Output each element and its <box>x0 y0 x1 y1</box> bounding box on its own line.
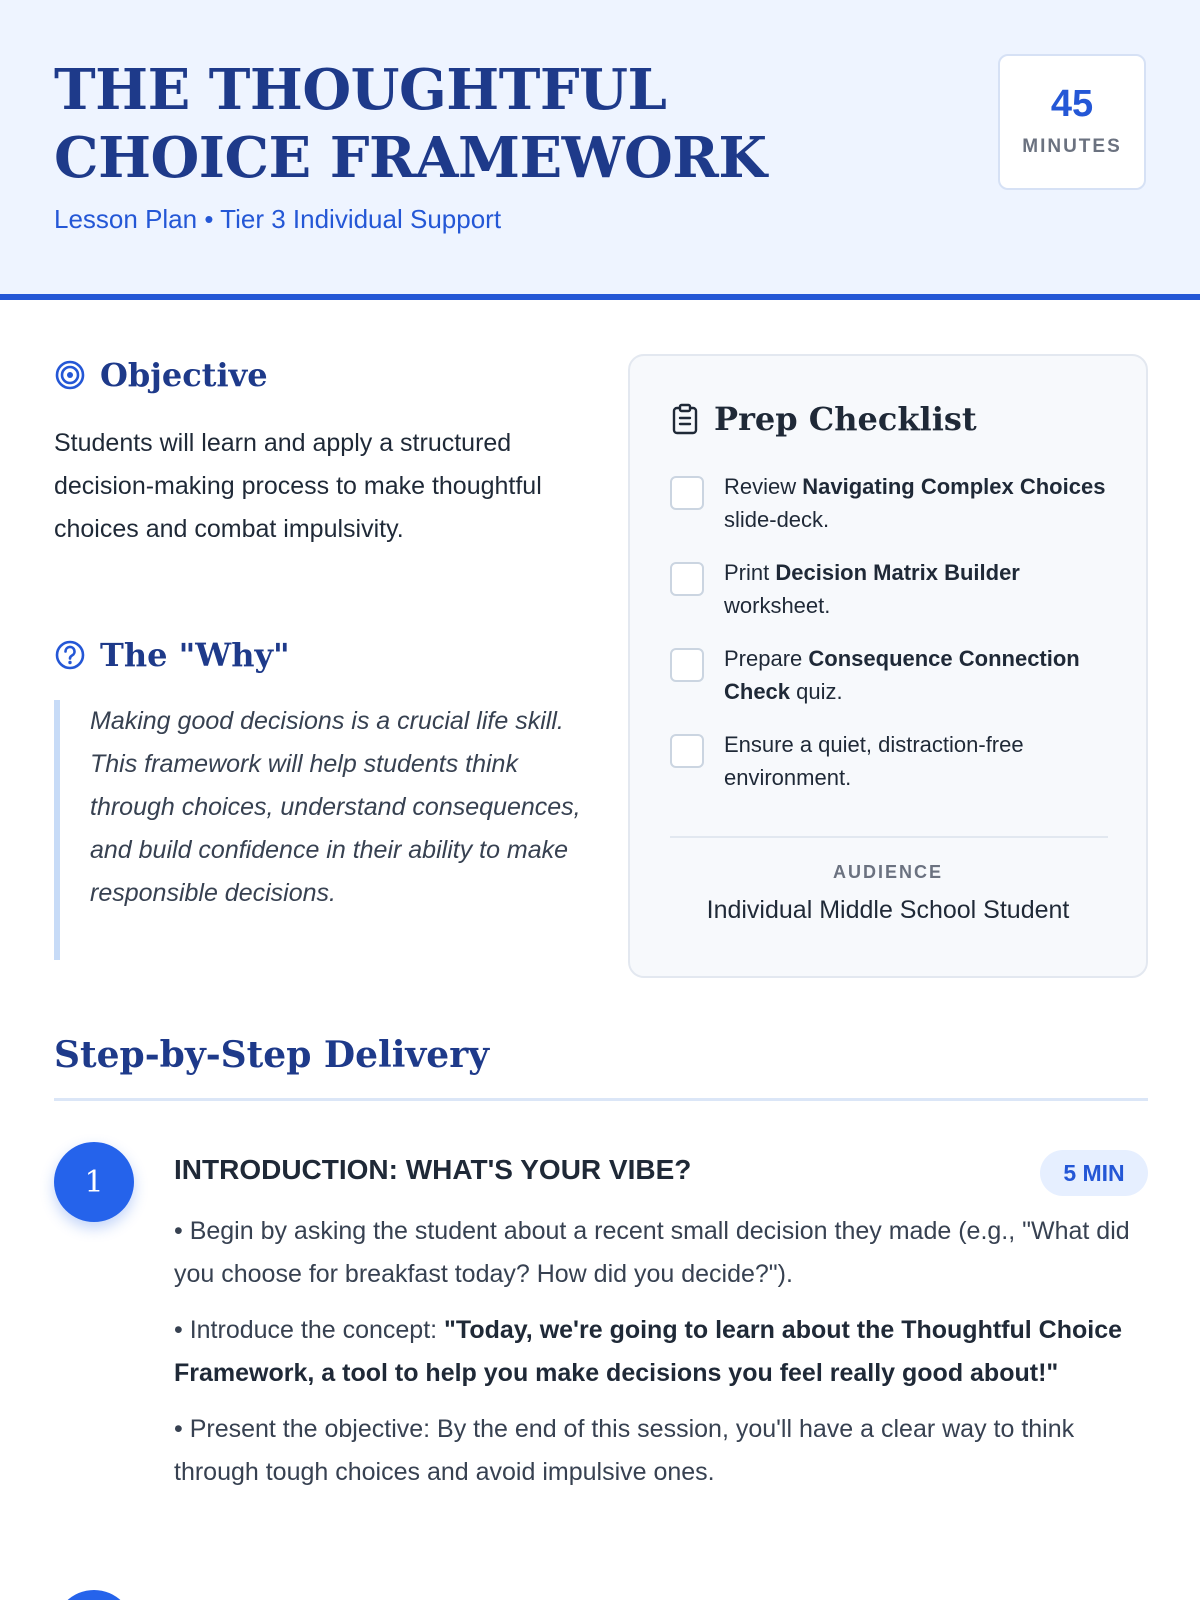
prep-heading-text: Prep Checklist <box>714 400 977 438</box>
audience-value: Individual Middle School Student <box>706 896 1070 924</box>
checkbox[interactable] <box>670 734 704 768</box>
step-body <box>174 1210 1144 1507</box>
step-duration-badge: 5 MIN <box>1040 1150 1148 1196</box>
duration-value: 45 <box>1050 83 1094 125</box>
page-title: THE THOUGHTFUL CHOICE FRAMEWORK <box>54 57 767 191</box>
lesson-header <box>0 0 1200 300</box>
prep-checklist <box>670 470 1110 814</box>
target-icon <box>54 359 86 391</box>
checklist-item <box>670 470 1110 536</box>
why-heading-text: The "Why" <box>100 636 290 674</box>
objective-heading-text: Objective <box>100 356 268 394</box>
why-heading <box>54 636 290 674</box>
checklist-item-text: Prepare Consequence Connection Check quiz. <box>724 646 1080 704</box>
checklist-item <box>670 728 1110 794</box>
checklist-item-text: Print Decision Matrix Builder worksheet. <box>724 560 1020 618</box>
why-quote: Making good decisions is a crucial life skill. This framework will help students think through choices, understand consequences, and build confidence in their ability to make responsible decisions. <box>54 700 594 960</box>
duration-box <box>998 54 1146 190</box>
audience-label: AUDIENCE <box>832 862 943 882</box>
step-bullet: • Introduce the concept: "Today, we're going to learn about the Thoughtful Choice Framework, a tool to help you make decisions you feel really good about!" <box>174 1316 1123 1387</box>
duration-unit: MINUTES <box>1022 136 1122 157</box>
question-circle-icon <box>54 639 86 671</box>
page-subtitle: Lesson Plan • Tier 3 Individual Support <box>54 204 502 234</box>
step-number-badge: 1 <box>54 1142 134 1222</box>
checklist-item <box>670 556 1110 622</box>
prep-checklist-panel <box>628 354 1148 978</box>
next-step-badge <box>54 1590 134 1600</box>
divider <box>54 1098 1148 1101</box>
step-bullet: • Begin by asking the student about a recent small decision they made (e.g., "What did you choose for breakfast today? How did you decide?"). <box>174 1217 1130 1288</box>
objective-heading <box>54 356 268 394</box>
checklist-item-text: Ensure a quiet, distraction-free environment. <box>724 732 1024 790</box>
checkbox[interactable] <box>670 648 704 682</box>
checklist-item <box>670 642 1110 708</box>
clipboard-icon <box>670 403 700 435</box>
checkbox[interactable] <box>670 476 704 510</box>
checkbox[interactable] <box>670 562 704 596</box>
prep-heading <box>670 400 977 438</box>
checklist-item-text: Review Navigating Complex Choices slide-deck. <box>724 474 1106 532</box>
step-title: INTRODUCTION: WHAT'S YOUR VIBE? <box>174 1154 692 1185</box>
divider <box>670 836 1108 838</box>
objective-text: Students will learn and apply a structured decision-making process to make thoughtful choices and combat impulsivity. <box>54 429 542 543</box>
delivery-heading: Step-by-Step Delivery <box>54 1034 490 1076</box>
step-bullet: • Present the objective: By the end of this session, you'll have a clear way to think through tough choices and avoid impulsive ones. <box>174 1415 1075 1486</box>
